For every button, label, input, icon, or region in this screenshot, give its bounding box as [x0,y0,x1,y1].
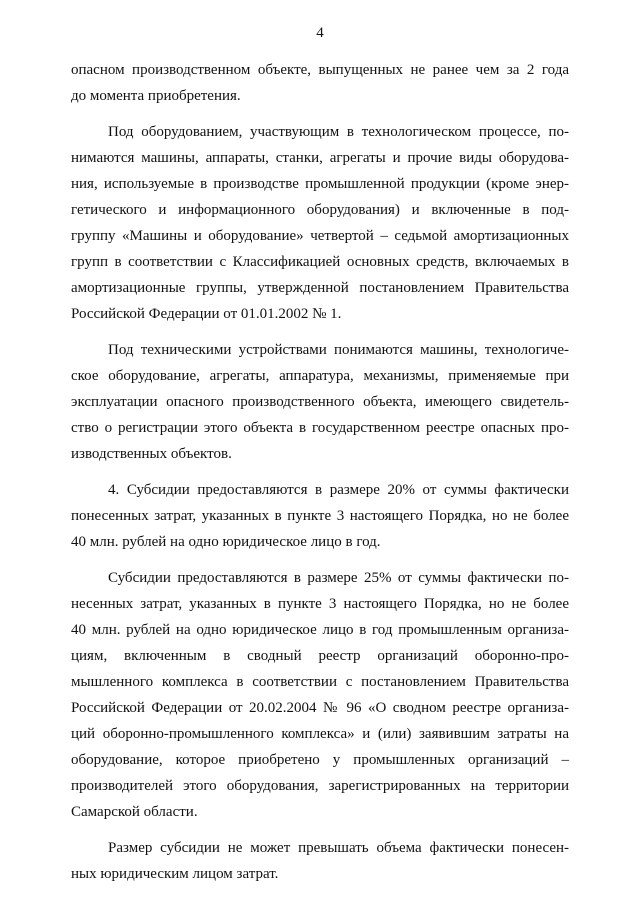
paragraph [71,565,569,825]
paragraph-line: оборудование, которое приобретено у промышленных организаций – [71,752,569,768]
paragraph-line: Под техническими устройствами понимаются машины, технологиче- [108,342,569,358]
paragraph-line: групп в соответствии с Классификацией основных средств, включаемых в [71,254,569,270]
paragraph-line: Под оборудованием, участвующим в технологическом процессе, по- [108,124,569,140]
paragraph-line: опасном производственном объекте, выпущенных не ранее чем за 2 года [71,62,569,78]
paragraph [71,119,569,327]
paragraph-line: Субсидии предоставляются в размере 25% от суммы фактически по- [108,570,569,586]
paragraph-line: нимаются машины, аппараты, станки, агрегаты и прочие виды оборудова- [71,150,569,166]
paragraph-line: группу «Машины и оборудование» четвертой – седьмой амортизационных [71,228,569,244]
paragraph-line: изводственных объектов. [71,446,232,462]
paragraph-line: ций оборонно-промышленного комплекса» и (или) заявившим затраты на [71,726,569,742]
paragraph-line: циям, включенным в сводный реестр организаций оборонно-про- [71,648,569,664]
paragraph-spacer [71,555,569,565]
paragraph-spacer [71,327,569,337]
paragraph [71,477,569,555]
paragraph [71,57,569,109]
paragraph-line: эксплуатации опасного производственного объекта, имеющего свидетель- [71,394,569,410]
paragraph-line: мышленного комплекса в соответствии с постановлением Правительства [71,674,569,690]
paragraph-spacer [71,467,569,477]
paragraph-spacer [71,825,569,835]
paragraph-line: ных юридическим лицом затрат. [71,866,279,882]
paragraph-line: Российской Федерации от 20.02.2004 № 96 «О сводном реестре организа- [71,700,569,716]
paragraph-line: ния, используемые в производстве промышленной продукции (кроме энер- [71,176,569,192]
paragraph-line: 4. Субсидии предоставляются в размере 20% от суммы фактически [108,482,569,498]
paragraph-line: несенных затрат, указанных в пункте 3 настоящего Порядка, но не более [71,596,569,612]
paragraph-line: Самарской области. [71,804,198,820]
paragraph-line: понесенных затрат, указанных в пункте 3 настоящего Порядка, но не более [71,508,569,524]
paragraph [71,835,569,887]
paragraph-line: ское оборудование, агрегаты, аппаратура, механизмы, применяемые при [71,368,569,384]
paragraph-spacer [71,109,569,119]
document-body [71,57,569,887]
paragraph-line: производителей этого оборудования, зарегистрированных на территории [71,778,569,794]
paragraph-line: до момента приобретения. [71,88,241,104]
paragraph-line: ство о регистрации этого объекта в государственном реестре опасных про- [71,420,569,436]
paragraph [71,337,569,467]
page-number: 4 [316,25,324,41]
paragraph-line: Размер субсидии не может превышать объема фактически понесен- [108,840,569,856]
paragraph-line: амортизационные группы, утвержденной постановлением Правительства [71,280,569,296]
paragraph-line: Российской Федерации от 01.01.2002 № 1. [71,306,342,322]
paragraph-line: гетического и информационного оборудования) и включенные в под- [71,202,569,218]
paragraph-line: 40 млн. рублей на одно юридическое лицо в год промышленным организа- [71,622,569,638]
paragraph-line: 40 млн. рублей на одно юридическое лицо в год. [71,534,381,550]
